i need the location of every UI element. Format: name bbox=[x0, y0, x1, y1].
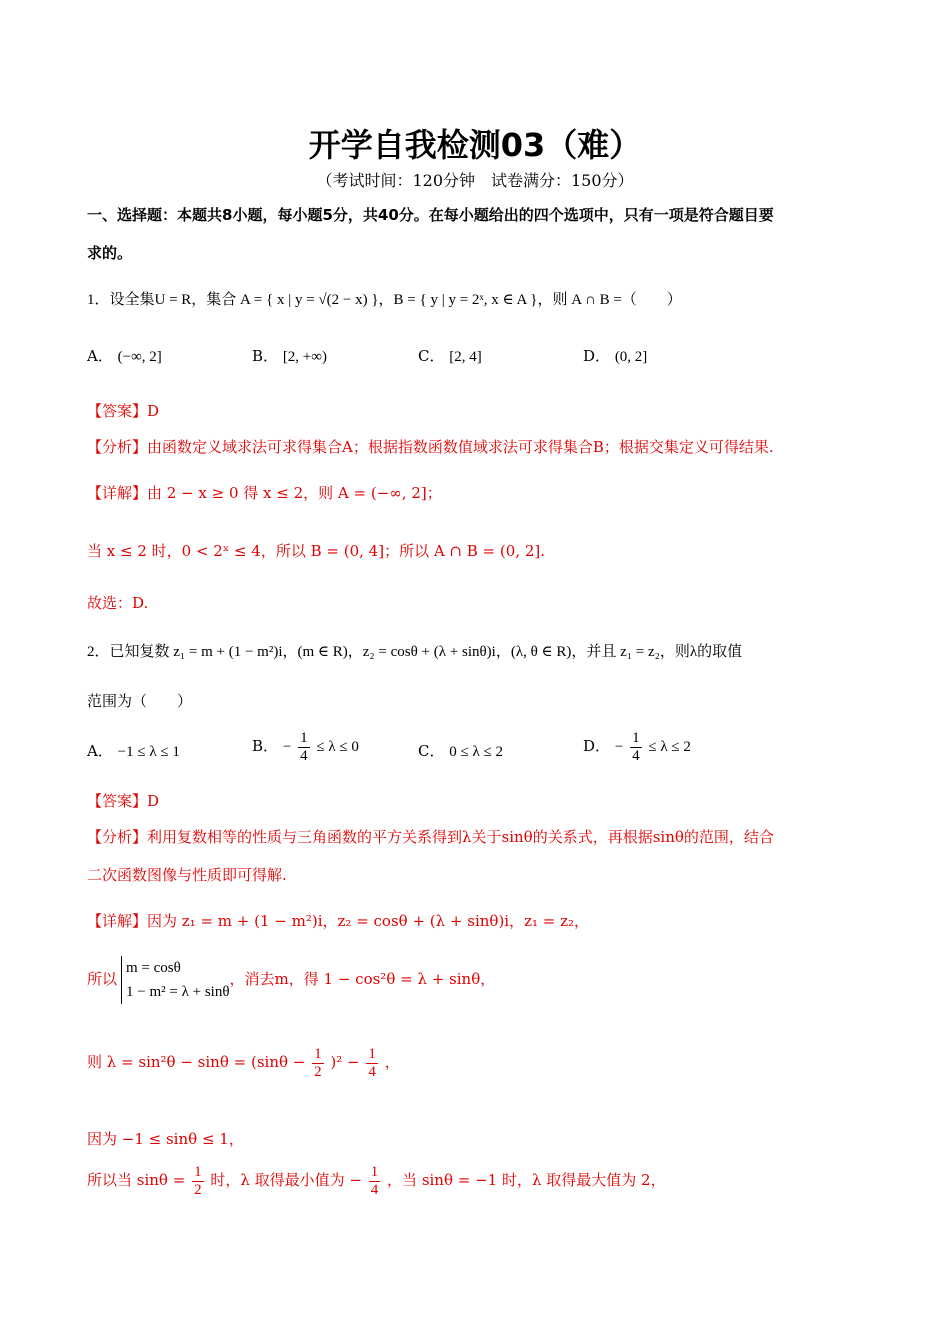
option-value: [2, 4] bbox=[449, 349, 482, 365]
fraction: $\frac{1}{2}$ bbox=[194, 1164, 202, 1198]
option-label: D． bbox=[583, 737, 611, 755]
q2-detail-5: 所以当 sinθ = $\frac{1}{2}$ 时，λ 取得最小值为 − $\frac{1}{4}$ ，当 sinθ = −1 时，λ 取得最大值为 2， bbox=[87, 1164, 666, 1198]
option-value: (−∞, 2] bbox=[117, 349, 162, 365]
option-label: A． bbox=[87, 742, 113, 760]
q1-option-a bbox=[87, 345, 162, 366]
q1-option-c bbox=[418, 345, 482, 366]
fraction: $\frac{1}{4}$ bbox=[368, 1046, 376, 1080]
equation-system: m = cosθ 1 − m² = λ + sinθ bbox=[121, 956, 230, 1004]
option-label: C． bbox=[418, 742, 445, 760]
option-value: 0 ≤ λ ≤ 2 bbox=[449, 744, 504, 760]
q2-detail-3: 则 λ = sin²θ − sinθ = (sinθ − $\frac{1}{2}$ )² − $\frac{1}{4}$ ， bbox=[87, 1046, 400, 1080]
fraction: $\frac{1}{4}$ bbox=[370, 1164, 379, 1198]
q2-option-c bbox=[418, 740, 503, 761]
q2-option-b: B． − $\frac{1}{4}$ ≤ λ ≤ 0 bbox=[252, 730, 359, 764]
section-heading-cont: 求的。 bbox=[87, 244, 133, 262]
q1-option-b bbox=[252, 345, 327, 366]
q2-option-d: D． − $\frac{1}{4}$ ≤ λ ≤ 2 bbox=[583, 730, 691, 764]
fraction: $\frac{1}{2}$ bbox=[314, 1046, 322, 1080]
page-title: 开学自我检测03（难） bbox=[308, 126, 642, 164]
section-heading: 一、选择题：本题共8小题，每小题5分，共40分。在每小题给出的四个选项中，只有一项是符合题目要 bbox=[87, 206, 774, 224]
option-label: B． bbox=[252, 737, 279, 755]
q2-analysis: 【分析】利用复数相等的性质与三角函数的平方关系得到λ关于sinθ的关系式，再根据sinθ的范围，结合 bbox=[87, 828, 774, 846]
q1-answer: 【答案】D bbox=[87, 402, 160, 420]
question-2-stem: 2．已知复数 z₁ = m + (1 − m²)i，(m ∈ R)，z₂ = cosθ + (λ + sinθ)i，(λ, θ ∈ R)，并且 z₁ = z₂，则λ的取值 bbox=[87, 644, 743, 660]
option-label: D． bbox=[583, 347, 611, 365]
option-label: C． bbox=[418, 347, 445, 365]
q1-detail-1: 【详解】由 2 − x ≥ 0 得 x ≤ 2，则 A = (−∞, 2]； bbox=[87, 484, 442, 502]
option-label: B． bbox=[252, 347, 279, 365]
option-label: A． bbox=[87, 347, 113, 365]
fraction: $\frac{1}{4}$ bbox=[632, 730, 640, 764]
q1-analysis: 【分析】由函数定义域求法可求得集合A；根据指数函数值域求法可求得集合B；根据交集定义可得结果. bbox=[87, 438, 774, 456]
q2-detail-1: 【详解】因为 z₁ = m + (1 − m²)i，z₂ = cosθ + (λ + sinθ)i，z₁ = z₂， bbox=[87, 912, 590, 930]
q2-detail-2: 所以 m = cosθ 1 − m² = λ + sinθ ，消去m，得 1 − cos²θ = λ + sinθ， bbox=[87, 956, 495, 1004]
q1-conclusion: 故选：D. bbox=[87, 594, 149, 612]
q2-analysis-cont: 二次函数图像与性质即可得解. bbox=[87, 866, 287, 884]
q2-answer: 【答案】D bbox=[87, 792, 160, 810]
fraction: $\frac{1}{4}$ bbox=[300, 730, 308, 764]
option-value: −1 ≤ λ ≤ 1 bbox=[117, 744, 180, 760]
option-value: [2, +∞) bbox=[282, 349, 327, 365]
exam-info: （考试时间：120分钟 试卷满分：150分） bbox=[316, 171, 634, 190]
question-1-stem: 1．设全集U = R，集合 A = { x | y = √(2 − x) }，B = { y | y = 2ˣ, x ∈ A }，则 A ∩ B =（ ） bbox=[87, 292, 682, 308]
question-2-stem-cont: 范围为（ ） bbox=[87, 692, 193, 710]
q2-detail-4: 因为 −1 ≤ sinθ ≤ 1， bbox=[87, 1130, 244, 1148]
q1-detail-2: 当 x ≤ 2 时，0 < 2ˣ ≤ 4，所以 B = (0, 4]；所以 A ∩ B = (0, 2]. bbox=[87, 542, 545, 560]
option-value: (0, 2] bbox=[614, 349, 648, 365]
q2-option-a bbox=[87, 740, 180, 761]
q1-option-d bbox=[583, 345, 647, 366]
